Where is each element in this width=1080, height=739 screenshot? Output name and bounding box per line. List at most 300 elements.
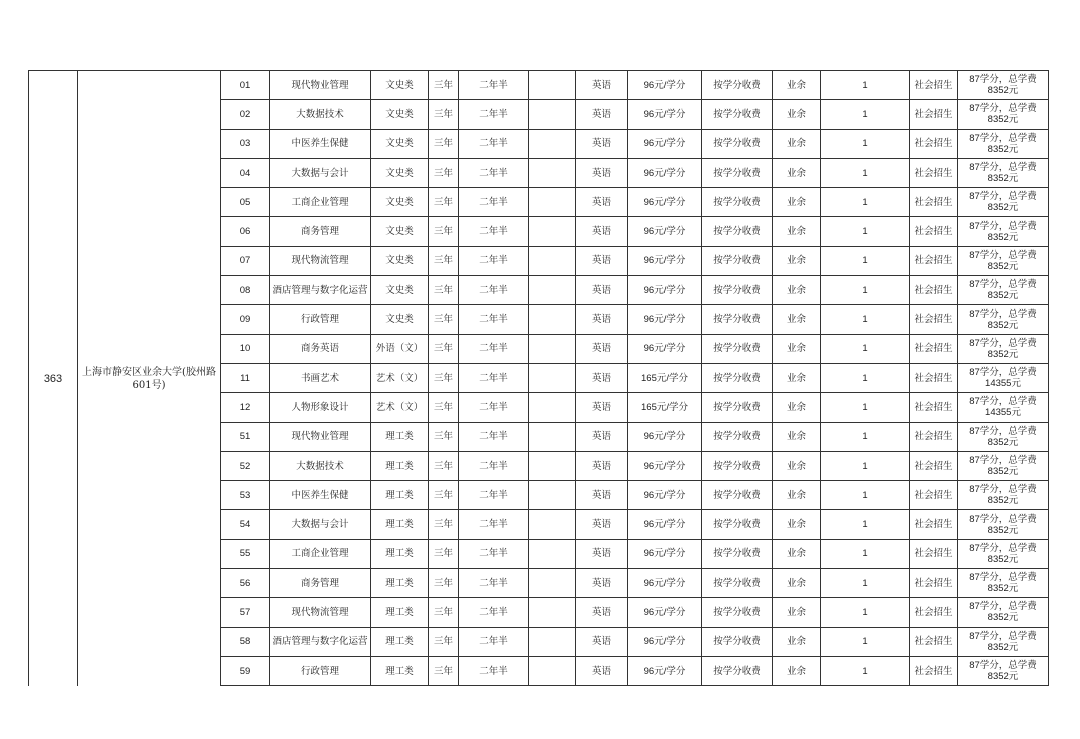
target-cell: 社会招生 xyxy=(910,569,958,598)
category-cell: 文史类 xyxy=(371,100,429,129)
plan-count-cell: 1 xyxy=(821,510,910,539)
min-length-cell: 二年半 xyxy=(459,71,529,100)
credit-price-cell: 96元/学分 xyxy=(628,129,702,158)
category-cell: 艺术（文） xyxy=(371,363,429,392)
plan-count-cell: 1 xyxy=(821,627,910,656)
study-form-cell: 业余 xyxy=(773,539,821,568)
blank-cell xyxy=(529,100,576,129)
table-row xyxy=(221,217,1049,246)
major-name-cell: 酒店管理与数字化运营 xyxy=(270,276,371,305)
total-fee-cell xyxy=(958,246,1049,275)
min-length-cell: 二年半 xyxy=(459,129,529,158)
blank-cell xyxy=(529,158,576,187)
min-length-cell: 二年半 xyxy=(459,539,529,568)
study-length-cell: 三年 xyxy=(429,598,459,627)
total-fee-amount: 14355元 xyxy=(985,378,1021,390)
major-name-cell: 行政管理 xyxy=(270,656,371,685)
blank-cell xyxy=(529,481,576,510)
credit-price-cell: 96元/学分 xyxy=(628,598,702,627)
language-cell: 英语 xyxy=(576,305,628,334)
blank-cell xyxy=(529,305,576,334)
fee-method-cell: 按学分收费 xyxy=(702,627,773,656)
total-fee-cell xyxy=(958,217,1049,246)
major-name-cell: 商务管理 xyxy=(270,569,371,598)
major-table xyxy=(220,70,1049,686)
table-row xyxy=(221,158,1049,187)
major-code-cell: 57 xyxy=(221,598,270,627)
category-cell: 文史类 xyxy=(371,71,429,100)
blank-cell xyxy=(529,598,576,627)
study-form-cell: 业余 xyxy=(773,393,821,422)
total-fee-cell xyxy=(958,451,1049,480)
blank-cell xyxy=(529,627,576,656)
language-cell: 英语 xyxy=(576,71,628,100)
category-cell: 理工类 xyxy=(371,539,429,568)
plan-count-cell: 1 xyxy=(821,451,910,480)
study-form-cell: 业余 xyxy=(773,422,821,451)
credit-price-cell: 96元/学分 xyxy=(628,188,702,217)
category-cell: 理工类 xyxy=(371,422,429,451)
major-name-cell: 书画艺术 xyxy=(270,363,371,392)
major-name-cell: 现代物业管理 xyxy=(270,422,371,451)
language-cell: 英语 xyxy=(576,100,628,129)
major-code-cell: 07 xyxy=(221,246,270,275)
major-code-cell: 53 xyxy=(221,481,270,510)
min-length-cell: 二年半 xyxy=(459,569,529,598)
fee-method-cell: 按学分收费 xyxy=(702,246,773,275)
target-cell: 社会招生 xyxy=(910,422,958,451)
category-cell: 理工类 xyxy=(371,510,429,539)
target-cell: 社会招生 xyxy=(910,276,958,305)
target-cell: 社会招生 xyxy=(910,246,958,275)
language-cell: 英语 xyxy=(576,334,628,363)
total-fee-cell xyxy=(958,276,1049,305)
major-code-cell: 11 xyxy=(221,363,270,392)
major-name-cell: 中医养生保健 xyxy=(270,481,371,510)
target-cell: 社会招生 xyxy=(910,188,958,217)
total-fee-credits: 87学分，总学费 xyxy=(969,191,1037,203)
total-fee-amount: 8352元 xyxy=(987,671,1019,683)
total-fee-credits: 87学分，总学费 xyxy=(969,572,1037,584)
category-cell: 文史类 xyxy=(371,129,429,158)
target-cell: 社会招生 xyxy=(910,481,958,510)
fee-method-cell: 按学分收费 xyxy=(702,510,773,539)
target-cell: 社会招生 xyxy=(910,158,958,187)
min-length-cell: 二年半 xyxy=(459,305,529,334)
total-fee-cell xyxy=(958,334,1049,363)
major-name-cell: 商务管理 xyxy=(270,217,371,246)
total-fee-amount: 8352元 xyxy=(987,85,1019,97)
major-name-cell: 行政管理 xyxy=(270,305,371,334)
major-name-cell: 大数据与会计 xyxy=(270,510,371,539)
study-length-cell: 三年 xyxy=(429,627,459,656)
study-form-cell: 业余 xyxy=(773,481,821,510)
blank-cell xyxy=(529,393,576,422)
total-fee-credits: 87学分，总学费 xyxy=(969,279,1037,291)
fee-method-cell: 按学分收费 xyxy=(702,539,773,568)
major-code-cell: 51 xyxy=(221,422,270,451)
total-fee-credits: 87学分，总学费 xyxy=(969,425,1037,437)
total-fee-credits: 87学分，总学费 xyxy=(969,74,1037,86)
study-form-cell: 业余 xyxy=(773,276,821,305)
blank-cell xyxy=(529,451,576,480)
school-name: 上海市静安区业余大学(胶州路601号) xyxy=(82,366,216,391)
target-cell: 社会招生 xyxy=(910,71,958,100)
blank-cell xyxy=(529,246,576,275)
major-name-cell: 酒店管理与数字化运营 xyxy=(270,627,371,656)
credit-price-cell: 96元/学分 xyxy=(628,276,702,305)
language-cell: 英语 xyxy=(576,569,628,598)
category-cell: 文史类 xyxy=(371,158,429,187)
table-row xyxy=(221,305,1049,334)
study-form-cell: 业余 xyxy=(773,71,821,100)
fee-method-cell: 按学分收费 xyxy=(702,393,773,422)
target-cell: 社会招生 xyxy=(910,656,958,685)
category-cell: 艺术（文） xyxy=(371,393,429,422)
total-fee-cell xyxy=(958,510,1049,539)
major-code-cell: 12 xyxy=(221,393,270,422)
min-length-cell: 二年半 xyxy=(459,422,529,451)
blank-cell xyxy=(529,71,576,100)
credit-price-cell: 96元/学分 xyxy=(628,217,702,246)
plan-count-cell: 1 xyxy=(821,246,910,275)
study-length-cell: 三年 xyxy=(429,569,459,598)
study-length-cell: 三年 xyxy=(429,481,459,510)
min-length-cell: 二年半 xyxy=(459,246,529,275)
total-fee-credits: 87学分，总学费 xyxy=(969,660,1037,672)
category-cell: 外语（文） xyxy=(371,334,429,363)
plan-count-cell: 1 xyxy=(821,188,910,217)
language-cell: 英语 xyxy=(576,539,628,568)
major-code-cell: 52 xyxy=(221,451,270,480)
study-form-cell: 业余 xyxy=(773,217,821,246)
plan-count-cell: 1 xyxy=(821,71,910,100)
total-fee-cell xyxy=(958,656,1049,685)
fee-method-cell: 按学分收费 xyxy=(702,481,773,510)
table-row xyxy=(221,363,1049,392)
target-cell: 社会招生 xyxy=(910,334,958,363)
fee-method-cell: 按学分收费 xyxy=(702,363,773,392)
total-fee-amount: 8352元 xyxy=(987,114,1019,126)
total-fee-credits: 87学分，总学费 xyxy=(969,132,1037,144)
min-length-cell: 二年半 xyxy=(459,510,529,539)
language-cell: 英语 xyxy=(576,451,628,480)
plan-count-cell: 1 xyxy=(821,598,910,627)
target-cell: 社会招生 xyxy=(910,129,958,158)
study-length-cell: 三年 xyxy=(429,129,459,158)
credit-price-cell: 96元/学分 xyxy=(628,569,702,598)
credit-price-cell: 96元/学分 xyxy=(628,334,702,363)
major-code-cell: 10 xyxy=(221,334,270,363)
total-fee-amount: 14355元 xyxy=(985,407,1021,419)
study-length-cell: 三年 xyxy=(429,158,459,187)
plan-count-cell: 1 xyxy=(821,129,910,158)
total-fee-credits: 87学分，总学费 xyxy=(969,220,1037,232)
plan-count-cell: 1 xyxy=(821,158,910,187)
blank-cell xyxy=(529,422,576,451)
major-code-cell: 03 xyxy=(221,129,270,158)
total-fee-credits: 87学分，总学费 xyxy=(969,162,1037,174)
min-length-cell: 二年半 xyxy=(459,393,529,422)
category-cell: 理工类 xyxy=(371,627,429,656)
plan-count-cell: 1 xyxy=(821,334,910,363)
min-length-cell: 二年半 xyxy=(459,100,529,129)
total-fee-credits: 87学分，总学费 xyxy=(969,513,1037,525)
study-length-cell: 三年 xyxy=(429,100,459,129)
fee-method-cell: 按学分收费 xyxy=(702,276,773,305)
language-cell: 英语 xyxy=(576,481,628,510)
blank-cell xyxy=(529,129,576,158)
total-fee-cell xyxy=(958,158,1049,187)
fee-method-cell: 按学分收费 xyxy=(702,305,773,334)
total-fee-credits: 87学分，总学费 xyxy=(969,601,1037,613)
min-length-cell: 二年半 xyxy=(459,334,529,363)
language-cell: 英语 xyxy=(576,598,628,627)
credit-price-cell: 165元/学分 xyxy=(628,393,702,422)
target-cell: 社会招生 xyxy=(910,627,958,656)
major-code-cell: 06 xyxy=(221,217,270,246)
total-fee-amount: 8352元 xyxy=(987,466,1019,477)
language-cell: 英语 xyxy=(576,217,628,246)
language-cell: 英语 xyxy=(576,158,628,187)
language-cell: 英语 xyxy=(576,656,628,685)
total-fee-cell xyxy=(958,598,1049,627)
category-cell: 理工类 xyxy=(371,598,429,627)
major-code-cell: 04 xyxy=(221,158,270,187)
major-code-cell: 05 xyxy=(221,188,270,217)
credit-price-cell: 96元/学分 xyxy=(628,246,702,275)
target-cell: 社会招生 xyxy=(910,451,958,480)
credit-price-cell: 96元/学分 xyxy=(628,539,702,568)
min-length-cell: 二年半 xyxy=(459,598,529,627)
table-row xyxy=(221,188,1049,217)
target-cell: 社会招生 xyxy=(910,393,958,422)
fee-method-cell: 按学分收费 xyxy=(702,656,773,685)
blank-cell xyxy=(529,656,576,685)
major-name-cell: 人物形象设计 xyxy=(270,393,371,422)
total-fee-amount: 8352元 xyxy=(987,495,1019,507)
major-code-cell: 54 xyxy=(221,510,270,539)
credit-price-cell: 165元/学分 xyxy=(628,363,702,392)
credit-price-cell: 96元/学分 xyxy=(628,71,702,100)
min-length-cell: 二年半 xyxy=(459,188,529,217)
target-cell: 社会招生 xyxy=(910,363,958,392)
fee-method-cell: 按学分收费 xyxy=(702,71,773,100)
major-code-cell: 55 xyxy=(221,539,270,568)
total-fee-cell xyxy=(958,305,1049,334)
blank-cell xyxy=(529,188,576,217)
major-name-cell: 商务英语 xyxy=(270,334,371,363)
category-cell: 文史类 xyxy=(371,217,429,246)
total-fee-amount: 8352元 xyxy=(987,553,1019,565)
study-length-cell: 三年 xyxy=(429,451,459,480)
total-fee-cell xyxy=(958,363,1049,392)
total-fee-cell xyxy=(958,188,1049,217)
major-code-cell: 58 xyxy=(221,627,270,656)
fee-method-cell: 按学分收费 xyxy=(702,451,773,480)
study-form-cell: 业余 xyxy=(773,129,821,158)
study-length-cell: 三年 xyxy=(429,363,459,392)
total-fee-credits: 87学分，总学费 xyxy=(969,103,1037,115)
table-row xyxy=(221,71,1049,100)
table-row xyxy=(221,276,1049,305)
study-form-cell: 业余 xyxy=(773,188,821,217)
credit-price-cell: 96元/学分 xyxy=(628,422,702,451)
study-length-cell: 三年 xyxy=(429,246,459,275)
total-fee-amount: 8352元 xyxy=(987,202,1019,214)
total-fee-amount: 8352元 xyxy=(987,290,1019,302)
study-length-cell: 三年 xyxy=(429,217,459,246)
total-fee-amount: 8352元 xyxy=(987,348,1019,360)
blank-cell xyxy=(529,217,576,246)
total-fee-amount: 8352元 xyxy=(987,612,1019,624)
fee-method-cell: 按学分收费 xyxy=(702,100,773,129)
study-form-cell: 业余 xyxy=(773,569,821,598)
language-cell: 英语 xyxy=(576,363,628,392)
study-form-cell: 业余 xyxy=(773,656,821,685)
study-length-cell: 三年 xyxy=(429,276,459,305)
total-fee-cell xyxy=(958,539,1049,568)
plan-count-cell: 1 xyxy=(821,569,910,598)
fee-method-cell: 按学分收费 xyxy=(702,217,773,246)
total-fee-cell xyxy=(958,481,1049,510)
major-code-cell: 01 xyxy=(221,71,270,100)
major-code-cell: 09 xyxy=(221,305,270,334)
table-row xyxy=(221,451,1049,480)
table-row xyxy=(221,334,1049,363)
major-name-cell: 现代物流管理 xyxy=(270,246,371,275)
credit-price-cell: 96元/学分 xyxy=(628,305,702,334)
category-cell: 文史类 xyxy=(371,305,429,334)
category-cell: 理工类 xyxy=(371,451,429,480)
blank-cell xyxy=(529,334,576,363)
fee-method-cell: 按学分收费 xyxy=(702,334,773,363)
min-length-cell: 二年半 xyxy=(459,217,529,246)
total-fee-cell xyxy=(958,422,1049,451)
min-length-cell: 二年半 xyxy=(459,656,529,685)
study-length-cell: 三年 xyxy=(429,188,459,217)
total-fee-credits: 87学分，总学费 xyxy=(969,367,1037,379)
language-cell: 英语 xyxy=(576,129,628,158)
study-length-cell: 三年 xyxy=(429,393,459,422)
major-name-cell: 现代物业管理 xyxy=(270,71,371,100)
category-cell: 理工类 xyxy=(371,569,429,598)
fee-method-cell: 按学分收费 xyxy=(702,569,773,598)
study-form-cell: 业余 xyxy=(773,334,821,363)
major-name-cell: 大数据与会计 xyxy=(270,158,371,187)
study-length-cell: 三年 xyxy=(429,305,459,334)
total-fee-credits: 87学分，总学费 xyxy=(969,308,1037,320)
total-fee-cell xyxy=(958,393,1049,422)
total-fee-credits: 87学分，总学费 xyxy=(969,542,1037,554)
min-length-cell: 二年半 xyxy=(459,451,529,480)
fee-method-cell: 按学分收费 xyxy=(702,129,773,158)
total-fee-amount: 8352元 xyxy=(987,143,1019,155)
category-cell: 文史类 xyxy=(371,188,429,217)
major-code-cell: 56 xyxy=(221,569,270,598)
table-row xyxy=(221,598,1049,627)
major-name-cell: 大数据技术 xyxy=(270,451,371,480)
major-code-cell: 02 xyxy=(221,100,270,129)
plan-count-cell: 1 xyxy=(821,539,910,568)
credit-price-cell: 96元/学分 xyxy=(628,627,702,656)
study-length-cell: 三年 xyxy=(429,334,459,363)
plan-count-cell: 1 xyxy=(821,305,910,334)
total-fee-amount: 8352元 xyxy=(987,524,1019,536)
study-form-cell: 业余 xyxy=(773,305,821,334)
table-row xyxy=(221,393,1049,422)
plan-count-cell: 1 xyxy=(821,363,910,392)
total-fee-cell xyxy=(958,100,1049,129)
table-row xyxy=(221,481,1049,510)
target-cell: 社会招生 xyxy=(910,598,958,627)
plan-count-cell: 1 xyxy=(821,656,910,685)
major-name-cell: 工商企业管理 xyxy=(270,539,371,568)
major-name-cell: 大数据技术 xyxy=(270,100,371,129)
total-fee-credits: 87学分，总学费 xyxy=(969,396,1037,408)
total-fee-credits: 87学分，总学费 xyxy=(969,630,1037,642)
language-cell: 英语 xyxy=(576,627,628,656)
table-row xyxy=(221,569,1049,598)
category-cell: 理工类 xyxy=(371,481,429,510)
total-fee-amount: 8352元 xyxy=(987,260,1019,272)
school-group-block xyxy=(28,70,221,686)
table-row xyxy=(221,129,1049,158)
credit-price-cell: 96元/学分 xyxy=(628,656,702,685)
total-fee-credits: 87学分，总学费 xyxy=(969,337,1037,349)
language-cell: 英语 xyxy=(576,393,628,422)
total-fee-credits: 87学分，总学费 xyxy=(969,249,1037,261)
total-fee-amount: 8352元 xyxy=(987,231,1019,243)
credit-price-cell: 96元/学分 xyxy=(628,100,702,129)
total-fee-amount: 8352元 xyxy=(987,436,1019,448)
blank-cell xyxy=(529,510,576,539)
min-length-cell: 二年半 xyxy=(459,363,529,392)
language-cell: 英语 xyxy=(576,422,628,451)
plan-count-cell: 1 xyxy=(821,217,910,246)
total-fee-amount: 8352元 xyxy=(987,583,1019,595)
total-fee-amount: 8352元 xyxy=(987,173,1019,185)
blank-cell xyxy=(529,539,576,568)
major-name-cell: 中医养生保健 xyxy=(270,129,371,158)
plan-count-cell: 1 xyxy=(821,393,910,422)
major-code-cell: 08 xyxy=(221,276,270,305)
total-fee-amount: 8352元 xyxy=(987,319,1019,331)
target-cell: 社会招生 xyxy=(910,539,958,568)
study-length-cell: 三年 xyxy=(429,656,459,685)
study-form-cell: 业余 xyxy=(773,246,821,275)
total-fee-cell xyxy=(958,569,1049,598)
major-name-cell: 现代物流管理 xyxy=(270,598,371,627)
blank-cell xyxy=(529,569,576,598)
study-form-cell: 业余 xyxy=(773,627,821,656)
target-cell: 社会招生 xyxy=(910,217,958,246)
study-form-cell: 业余 xyxy=(773,363,821,392)
fee-method-cell: 按学分收费 xyxy=(702,158,773,187)
language-cell: 英语 xyxy=(576,510,628,539)
study-length-cell: 三年 xyxy=(429,510,459,539)
study-form-cell: 业余 xyxy=(773,100,821,129)
target-cell: 社会招生 xyxy=(910,305,958,334)
study-length-cell: 三年 xyxy=(429,539,459,568)
language-cell: 英语 xyxy=(576,246,628,275)
plan-count-cell: 1 xyxy=(821,422,910,451)
total-fee-cell xyxy=(958,627,1049,656)
total-fee-cell xyxy=(958,129,1049,158)
language-cell: 英语 xyxy=(576,276,628,305)
study-form-cell: 业余 xyxy=(773,598,821,627)
table-row xyxy=(221,539,1049,568)
